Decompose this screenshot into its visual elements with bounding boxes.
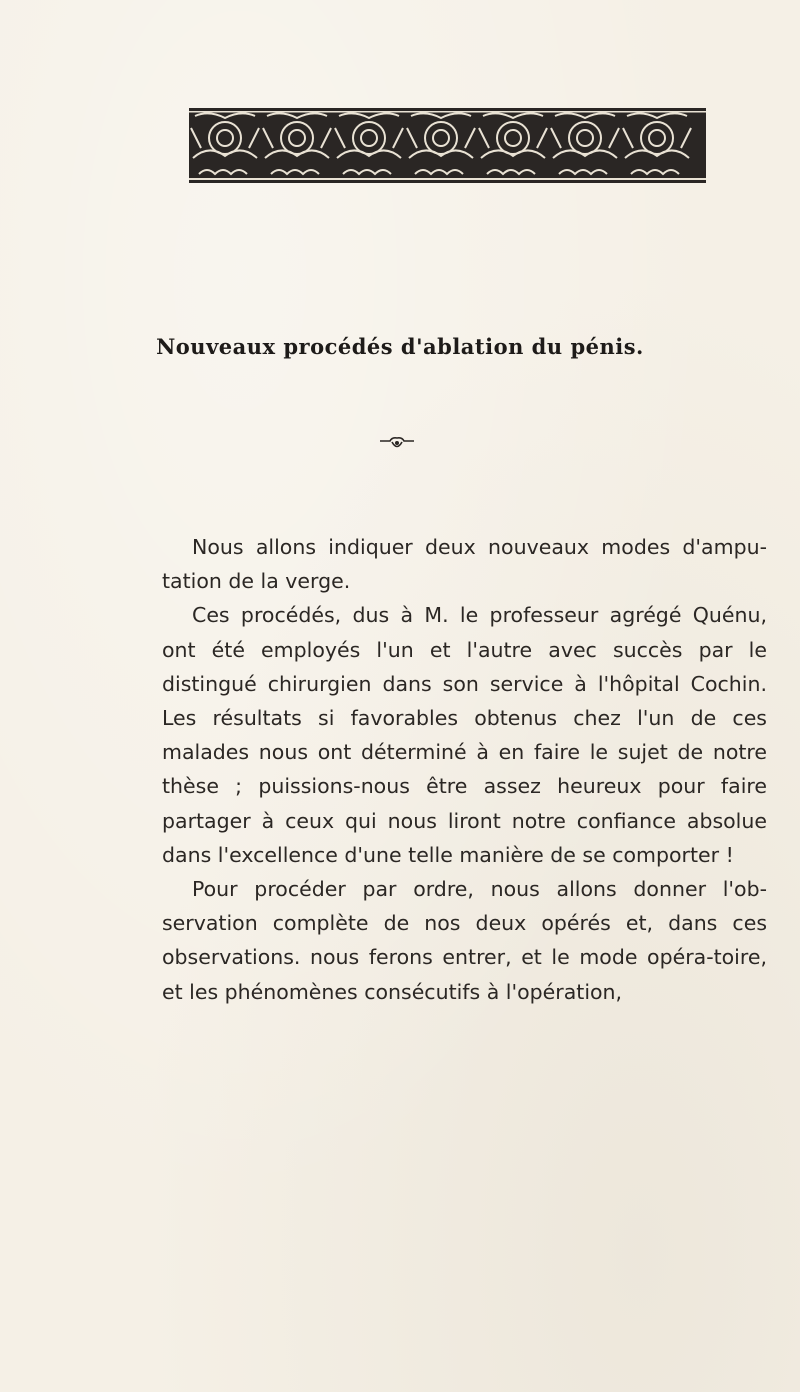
fleuron-ornament-icon bbox=[378, 435, 416, 453]
ornamental-header-band bbox=[189, 108, 706, 183]
body-text bbox=[162, 530, 767, 1009]
page-title: Nouveaux procédés d'ablation du pénis. bbox=[156, 334, 644, 359]
paragraph: Pour procéder par ordre, nous allons donner l'ob-servation complète de nos deux opérés et, dans ces observations. nous ferons entrer, et le mode opéra-toire, et les phénomènes consécutifs à l'opération, bbox=[162, 877, 767, 1004]
paragraph: Ces procédés, dus à M. le professeur agrégé Quénu, ont été employés l'un et l'autre avec succès par le distingué chirurgien dans son service à l'hôpital Cochin. Les résultats si favorables obtenus chez l'un de ces malades nous ont déterminé à en faire le sujet de notre thèse ; puissions-nous être assez heureux pour faire partager à ceux qui nous liront notre confiance absolue dans l'excellence d'une telle manière de se comporter ! bbox=[162, 603, 767, 867]
paragraph: Nous allons indiquer deux nouveaux modes d'ampu-tation de la verge. bbox=[162, 535, 767, 594]
